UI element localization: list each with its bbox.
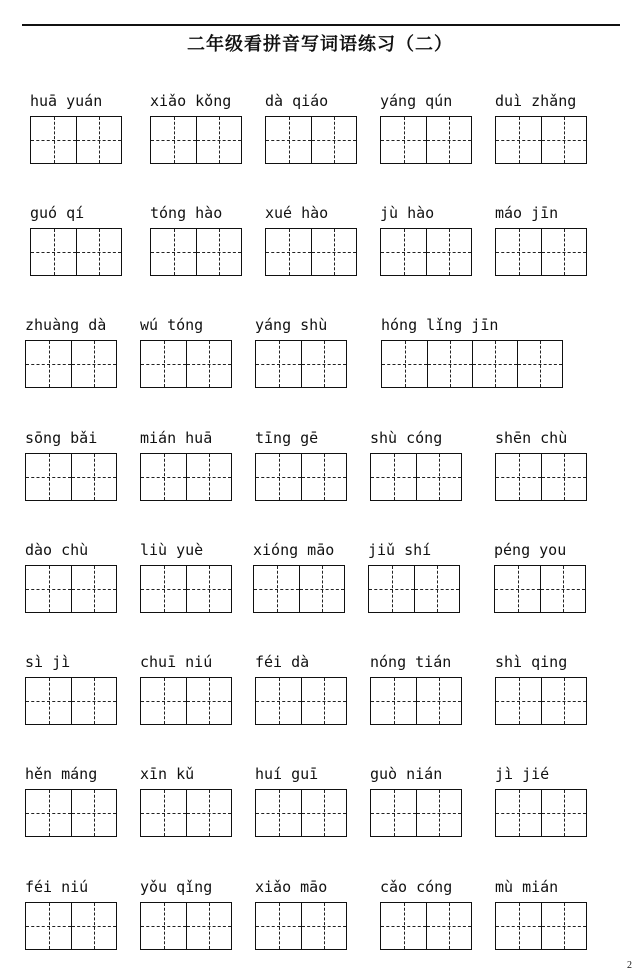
writing-grid[interactable] <box>370 789 462 837</box>
character-cell[interactable] <box>254 566 299 612</box>
writing-grid[interactable] <box>370 453 462 501</box>
character-cell[interactable] <box>141 341 186 387</box>
character-cell[interactable] <box>382 341 427 387</box>
writing-grid[interactable] <box>495 228 587 276</box>
pinyin-label: yáng qún <box>380 92 453 110</box>
character-cell[interactable] <box>266 117 311 163</box>
character-cell[interactable] <box>414 566 459 612</box>
character-cell[interactable] <box>71 790 116 836</box>
pinyin-label: mián huā <box>140 429 213 447</box>
writing-grid[interactable] <box>380 116 472 164</box>
top-rule <box>22 24 620 26</box>
character-cell[interactable] <box>301 678 346 724</box>
writing-grid[interactable] <box>494 565 586 613</box>
writing-grid[interactable] <box>495 902 587 950</box>
writing-grid[interactable] <box>495 677 587 725</box>
writing-grid[interactable] <box>380 902 472 950</box>
writing-grid[interactable] <box>370 677 462 725</box>
pinyin-label: chuī niú <box>140 653 213 671</box>
character-cell[interactable] <box>186 790 231 836</box>
writing-grid[interactable] <box>381 340 563 388</box>
writing-grid[interactable] <box>255 677 347 725</box>
pinyin-label: hóng lǐng jīn <box>381 316 499 334</box>
writing-grid[interactable] <box>150 116 242 164</box>
character-cell[interactable] <box>266 229 311 275</box>
pinyin-label: tóng hào <box>150 204 223 222</box>
character-cell[interactable] <box>381 903 426 949</box>
character-cell[interactable] <box>26 454 71 500</box>
writing-grid[interactable] <box>30 228 122 276</box>
character-cell[interactable] <box>496 678 541 724</box>
pinyin-label: mù mián <box>495 878 559 896</box>
character-cell[interactable] <box>71 903 116 949</box>
pinyin-label: jì jié <box>495 765 550 783</box>
character-cell[interactable] <box>71 566 116 612</box>
character-cell[interactable] <box>141 903 186 949</box>
character-cell[interactable] <box>541 117 586 163</box>
character-cell[interactable] <box>256 790 301 836</box>
pinyin-label: féi dà <box>255 653 310 671</box>
character-cell[interactable] <box>151 229 196 275</box>
pinyin-label: xīn kǔ <box>140 765 195 783</box>
character-cell[interactable] <box>416 790 461 836</box>
character-cell[interactable] <box>196 117 241 163</box>
character-cell[interactable] <box>76 229 121 275</box>
writing-grid[interactable] <box>265 116 357 164</box>
writing-grid[interactable] <box>495 789 587 837</box>
character-cell[interactable] <box>186 678 231 724</box>
character-cell[interactable] <box>496 117 541 163</box>
character-cell[interactable] <box>301 454 346 500</box>
character-cell[interactable] <box>369 566 414 612</box>
character-cell[interactable] <box>26 903 71 949</box>
pinyin-label: shēn chù <box>495 429 568 447</box>
character-cell[interactable] <box>31 229 76 275</box>
pinyin-label: jù hào <box>380 204 435 222</box>
page-number: 2 <box>627 960 632 971</box>
character-cell[interactable] <box>426 229 471 275</box>
writing-grid[interactable] <box>140 340 232 388</box>
pinyin-label: dào chù <box>25 541 89 559</box>
character-cell[interactable] <box>256 903 301 949</box>
writing-grid[interactable] <box>265 228 357 276</box>
pinyin-label: dà qiáo <box>265 92 329 110</box>
pinyin-label: sōng bǎi <box>25 429 98 447</box>
character-cell[interactable] <box>427 341 472 387</box>
character-cell[interactable] <box>26 341 71 387</box>
writing-grid[interactable] <box>150 228 242 276</box>
writing-grid[interactable] <box>25 340 117 388</box>
character-cell[interactable] <box>26 566 71 612</box>
character-cell[interactable] <box>151 117 196 163</box>
character-cell[interactable] <box>311 117 356 163</box>
character-cell[interactable] <box>196 229 241 275</box>
character-cell[interactable] <box>381 229 426 275</box>
character-cell[interactable] <box>301 790 346 836</box>
writing-grid[interactable] <box>25 677 117 725</box>
writing-grid[interactable] <box>140 789 232 837</box>
character-cell[interactable] <box>416 454 461 500</box>
character-cell[interactable] <box>540 566 585 612</box>
character-cell[interactable] <box>26 790 71 836</box>
character-cell[interactable] <box>371 790 416 836</box>
character-cell[interactable] <box>371 454 416 500</box>
pinyin-label: máo jīn <box>495 204 559 222</box>
character-cell[interactable] <box>496 229 541 275</box>
writing-grid[interactable] <box>495 116 587 164</box>
writing-grid[interactable] <box>25 453 117 501</box>
pinyin-label: shù cóng <box>370 429 443 447</box>
character-cell[interactable] <box>141 790 186 836</box>
writing-grid[interactable] <box>255 453 347 501</box>
pinyin-label: huí guī <box>255 765 319 783</box>
writing-grid[interactable] <box>25 789 117 837</box>
pinyin-label: nóng tián <box>370 653 452 671</box>
writing-grid[interactable] <box>30 116 122 164</box>
page-title: 二年级看拼音写词语练习（二） <box>187 34 453 55</box>
character-cell[interactable] <box>299 566 344 612</box>
character-cell[interactable] <box>371 678 416 724</box>
character-cell[interactable] <box>541 454 586 500</box>
character-cell[interactable] <box>541 790 586 836</box>
character-cell[interactable] <box>426 117 471 163</box>
writing-grid[interactable] <box>140 565 232 613</box>
writing-grid[interactable] <box>255 902 347 950</box>
character-cell[interactable] <box>381 117 426 163</box>
character-cell[interactable] <box>426 903 471 949</box>
pinyin-label: xué hào <box>265 204 329 222</box>
writing-grid[interactable] <box>380 228 472 276</box>
character-cell[interactable] <box>541 229 586 275</box>
character-cell[interactable] <box>496 790 541 836</box>
character-cell[interactable] <box>141 566 186 612</box>
character-cell[interactable] <box>71 341 116 387</box>
character-cell[interactable] <box>301 341 346 387</box>
character-cell[interactable] <box>256 678 301 724</box>
pinyin-label: xiǎo māo <box>255 878 328 896</box>
character-cell[interactable] <box>256 341 301 387</box>
pinyin-label: jiǔ shí <box>368 541 432 559</box>
writing-grid[interactable] <box>140 453 232 501</box>
pinyin-label: cǎo cóng <box>380 878 453 896</box>
character-cell[interactable] <box>141 678 186 724</box>
character-cell[interactable] <box>71 678 116 724</box>
pinyin-label: zhuàng dà <box>25 316 107 334</box>
character-cell[interactable] <box>76 117 121 163</box>
pinyin-label: wú tóng <box>140 316 204 334</box>
writing-grid[interactable] <box>140 902 232 950</box>
character-cell[interactable] <box>472 341 517 387</box>
pinyin-label: tīng gē <box>255 429 319 447</box>
character-cell[interactable] <box>541 903 586 949</box>
character-cell[interactable] <box>141 454 186 500</box>
writing-grid[interactable] <box>25 902 117 950</box>
pinyin-label: duì zhǎng <box>495 92 577 110</box>
character-cell[interactable] <box>186 903 231 949</box>
character-cell[interactable] <box>517 341 562 387</box>
character-cell[interactable] <box>186 454 231 500</box>
character-cell[interactable] <box>496 903 541 949</box>
writing-grid[interactable] <box>368 565 460 613</box>
writing-grid[interactable] <box>495 453 587 501</box>
character-cell[interactable] <box>416 678 461 724</box>
pinyin-label: yǒu qǐng <box>140 878 213 896</box>
character-cell[interactable] <box>186 566 231 612</box>
pinyin-label: xióng māo <box>253 541 335 559</box>
pinyin-label: guò nián <box>370 765 443 783</box>
pinyin-label: huā yuán <box>30 92 103 110</box>
writing-grid[interactable] <box>255 340 347 388</box>
pinyin-label: xiǎo kǒng <box>150 92 232 110</box>
character-cell[interactable] <box>301 903 346 949</box>
character-cell[interactable] <box>31 117 76 163</box>
writing-grid[interactable] <box>25 565 117 613</box>
character-cell[interactable] <box>256 454 301 500</box>
pinyin-label: liù yuè <box>140 541 204 559</box>
writing-grid[interactable] <box>255 789 347 837</box>
pinyin-label: shì qing <box>495 653 568 671</box>
character-cell[interactable] <box>186 341 231 387</box>
character-cell[interactable] <box>496 454 541 500</box>
pinyin-label: sì jì <box>25 653 71 671</box>
character-cell[interactable] <box>311 229 356 275</box>
pinyin-label: péng you <box>494 541 567 559</box>
pinyin-label: guó qí <box>30 204 85 222</box>
character-cell[interactable] <box>495 566 540 612</box>
character-cell[interactable] <box>541 678 586 724</box>
writing-grid[interactable] <box>140 677 232 725</box>
writing-grid[interactable] <box>253 565 345 613</box>
pinyin-label: hěn máng <box>25 765 98 783</box>
character-cell[interactable] <box>26 678 71 724</box>
pinyin-label: yáng shù <box>255 316 328 334</box>
pinyin-label: féi niú <box>25 878 89 896</box>
character-cell[interactable] <box>71 454 116 500</box>
